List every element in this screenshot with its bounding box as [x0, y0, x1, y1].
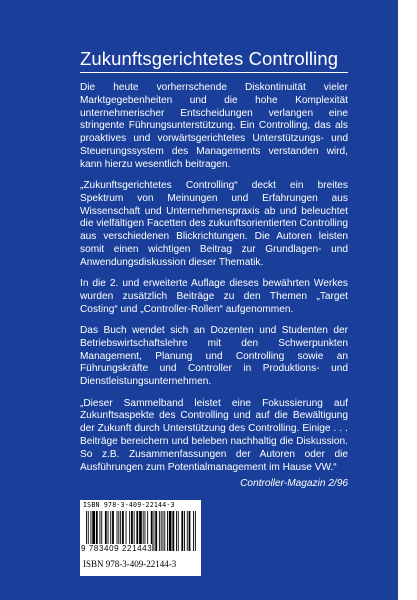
ean-digits: 9 783409 221443: [81, 544, 153, 553]
isbn-barcode-label: [80, 500, 201, 576]
barcode-bar: [193, 511, 194, 551]
barcode-bar: [154, 511, 155, 551]
book-title: Zukunftsgerichtetes Controlling: [80, 48, 339, 69]
blurb-paragraph: Die heute vorherrschende Diskontinuität vieler Marktgegebenheiten und die hohe Komplexität unternehmerischer Entscheidungen verlangen eine stringente Führungsunterstützung. Ein Controlling, das als proaktives und vorwärtsgerichtetes Unterstützungs- und Steuerungssystem des Managements verstanden wird, kann hierzu wesentlich beitragen.: [80, 82, 348, 170]
isbn-top-text: ISBN 978-3-409-22144-3: [83, 501, 175, 509]
barcode-bar: [169, 511, 172, 551]
title-underline: [80, 72, 348, 73]
barcode-bar: [159, 511, 160, 551]
isbn-bottom-text: ISBN 978-3-409-22144-3: [83, 559, 177, 569]
blurb-paragraph: Das Buch wendet sich an Dozenten und Studenten der Betriebswirtschaftslehre mit den Schwerpunkten Management, Planung und Controlling sowie an Führungskräfte und Controller in Produktions- und Dienstleistungsunternehmen.: [80, 325, 348, 388]
barcode-bar: [181, 511, 183, 551]
barcode-bar: [195, 511, 196, 551]
blurb-paragraph: In die 2. und erweiterte Auflage dieses bewährten Werkes wurden zusätzlich Beiträge zu den Themen „Target Costing“ und „Controller-Rollen“ aufgenommen.: [80, 278, 348, 315]
blurb-text: [80, 82, 348, 491]
barcode-bar: [178, 511, 179, 551]
barcode-bar: [167, 511, 168, 551]
blurb-paragraph: „Zukunftsgerichtetes Controlling“ deckt ein breites Spektrum von Meinungen und Erfahrungen aus Wissenschaft und Unternehmenspraxis ab und beleuchtet die vielfältigen Facetten des zukunftsorientierten Controlling aus verschiedenen Blickrichtungen. Die Autoren leisten somit einen wichtigen Beitrag zur Grundlagen- und Anwendungsdiskussion dieser Thematik.: [80, 180, 348, 268]
review-quote: „Dieser Sammelband leistet eine Fokussierung auf Zukunftsaspekte des Controlling und auf die Bewältigung der Zukunft durch Unterstützung des Controlling. Einige . . . Beiträge bereichern und beleben nachhaltig die Diskussion. So z.B. Zusammenfassungen der Autoren oder die Ausführungen zum Potentialmanagement im Hause VW.“: [80, 397, 348, 473]
barcode-bar: [189, 511, 191, 551]
barcode-bar: [155, 511, 157, 551]
quote-source: Controller-Magazin 2/96: [240, 477, 348, 489]
barcode-bar: [161, 511, 162, 551]
page-edge: [398, 0, 417, 600]
barcode-bar: [163, 511, 164, 551]
barcode-bar: [172, 511, 174, 551]
barcode-bar: [164, 511, 165, 551]
barcode-bar: [184, 511, 185, 551]
barcode-bar: [176, 511, 177, 551]
barcode-bar: [187, 511, 188, 551]
